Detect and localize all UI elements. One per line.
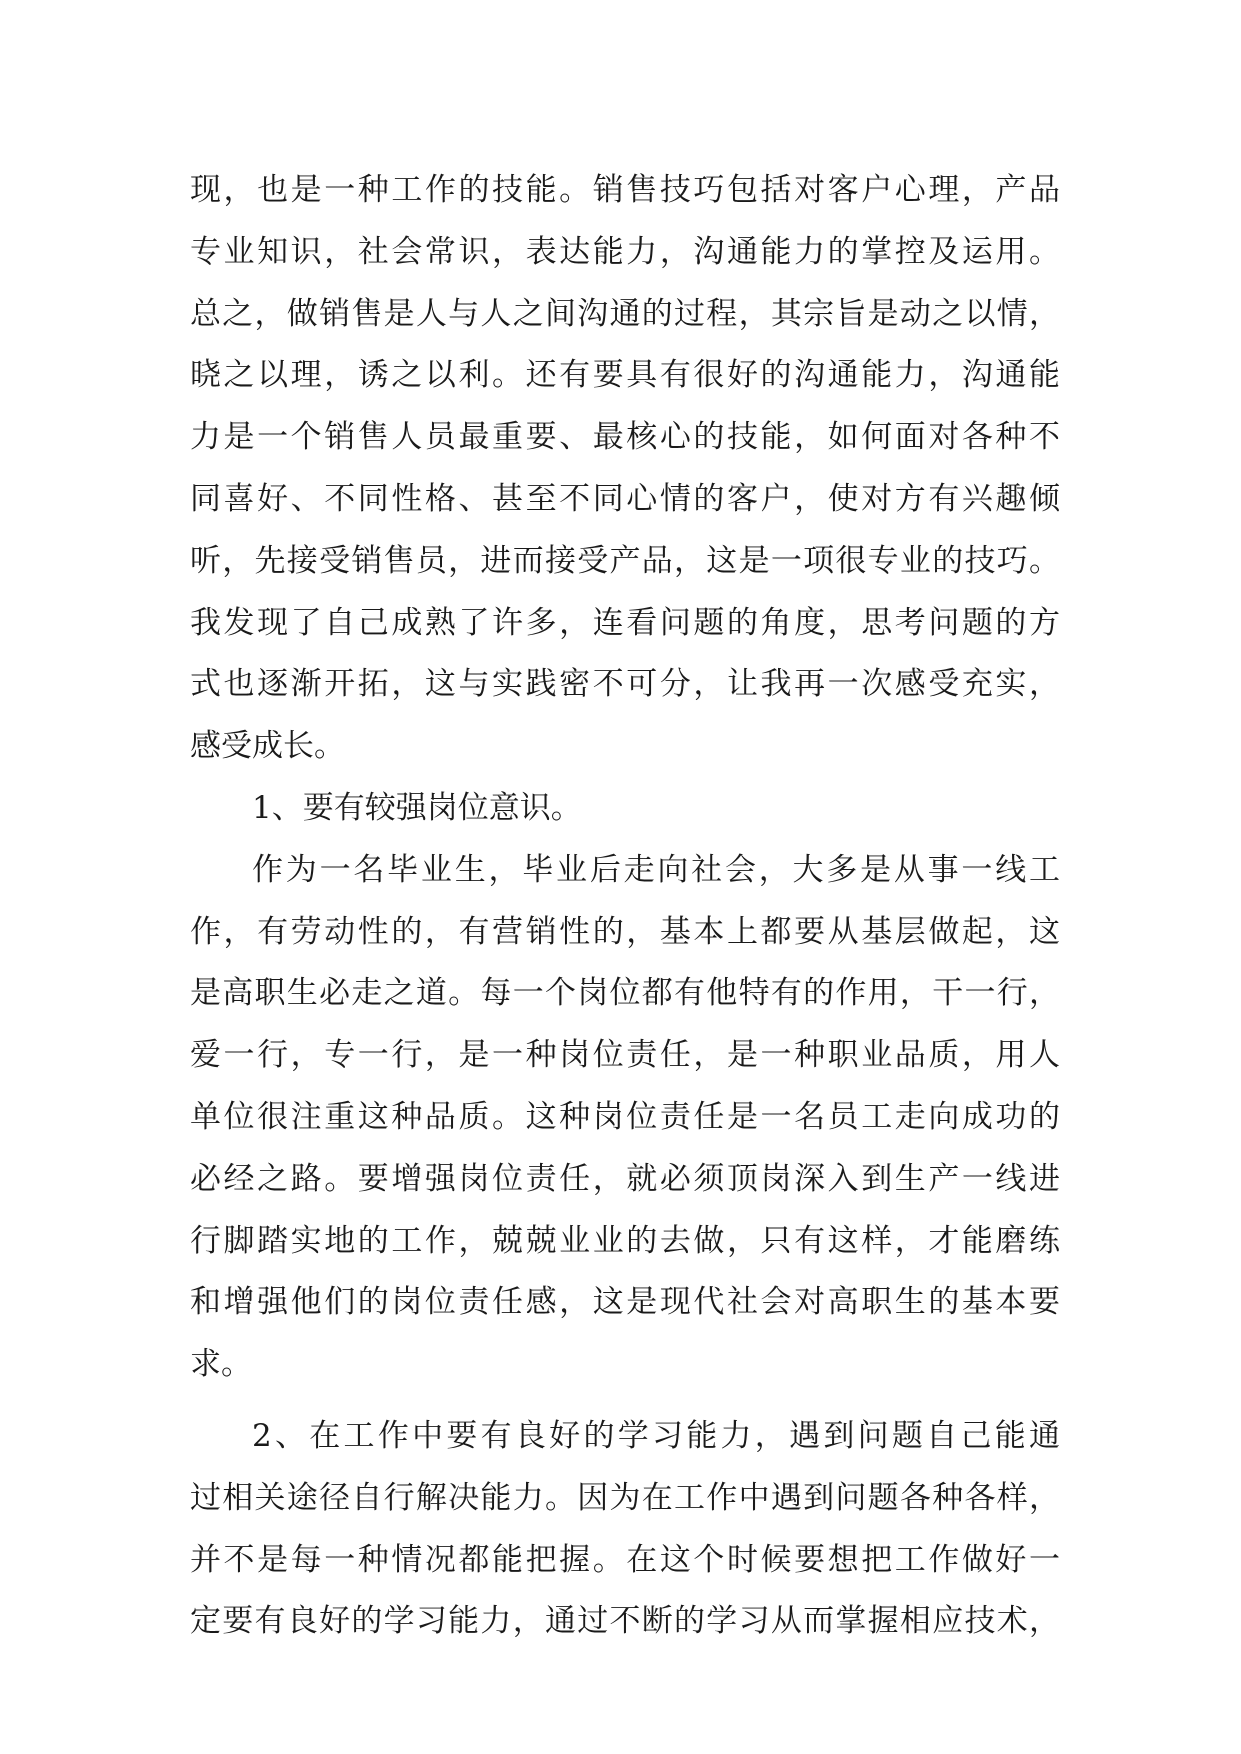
- text-line: 力是一个销售人员最重要、最核心的技能，如何面对各种不: [190, 419, 1060, 456]
- text-line: 专业知识，社会常识，表达能力，沟通能力的掌控及运用。: [190, 233, 1060, 270]
- text-line: 是高职生必走之道。每一个岗位都有他特有的作用，干一行，: [190, 975, 1060, 1012]
- text-line: 现，也是一种工作的技能。销售技巧包括对客户心理，产品: [190, 172, 1060, 208]
- text-line: 必经之路。要增强岗位责任，就必须顶岗深入到生产一线进: [190, 1160, 1060, 1197]
- text-line: 过相关途径自行解决能力。因为在工作中遇到问题各种各样，: [190, 1479, 1060, 1516]
- text-line: 和增强他们的岗位责任感，这是现代社会对高职生的基本要: [190, 1284, 1060, 1321]
- paragraph: [190, 160, 1060, 778]
- paragraph-spacer: [190, 1396, 1060, 1406]
- section-heading: 1、要有较强岗位意识。: [252, 789, 582, 826]
- body-text: [190, 160, 1060, 1653]
- text-line: 总之，做销售是人与人之间沟通的过程，其宗旨是动之以情，: [190, 295, 1060, 332]
- text-line: 2、在工作中要有良好的学习能力，遇到问题自己能通: [252, 1417, 1060, 1454]
- text-line: 同喜好、不同性格、甚至不同心情的客户，使对方有兴趣倾: [190, 480, 1060, 517]
- text-line: 作为一名毕业生，毕业后走向社会，大多是从事一线工: [252, 851, 1060, 888]
- text-line: 并不是每一种情况都能把握。在这个时候要想把工作做好一: [190, 1541, 1060, 1578]
- text-line: 作，有劳动性的，有营销性的，基本上都要从基层做起，这: [190, 913, 1060, 950]
- text-line: 定要有良好的学习能力，通过不断的学习从而掌握相应技术，: [190, 1603, 1060, 1640]
- text-line: 感受成长。: [190, 728, 345, 765]
- text-line: 晓之以理，诱之以利。还有要具有很好的沟通能力，沟通能: [190, 357, 1060, 394]
- paragraph: [190, 840, 1060, 1396]
- text-line: 式也逐渐开拓，这与实践密不可分，让我再一次感受充实，: [190, 666, 1060, 703]
- text-line: 行脚踏实地的工作，兢兢业业的去做，只有这样，才能磨练: [190, 1222, 1060, 1259]
- text-line: 我发现了自己成熟了许多，连看问题的角度，思考问题的方: [190, 604, 1060, 641]
- text-line: 爱一行，专一行，是一种岗位责任，是一种职业品质，用人: [190, 1037, 1060, 1074]
- text-line: 求。: [190, 1346, 252, 1383]
- paragraph: [190, 1406, 1060, 1653]
- text-line: 听，先接受销售员，进而接受产品，这是一项很专业的技巧。: [190, 542, 1060, 579]
- text-line: 单位很注重这种品质。这种岗位责任是一名员工走向成功的: [190, 1098, 1060, 1135]
